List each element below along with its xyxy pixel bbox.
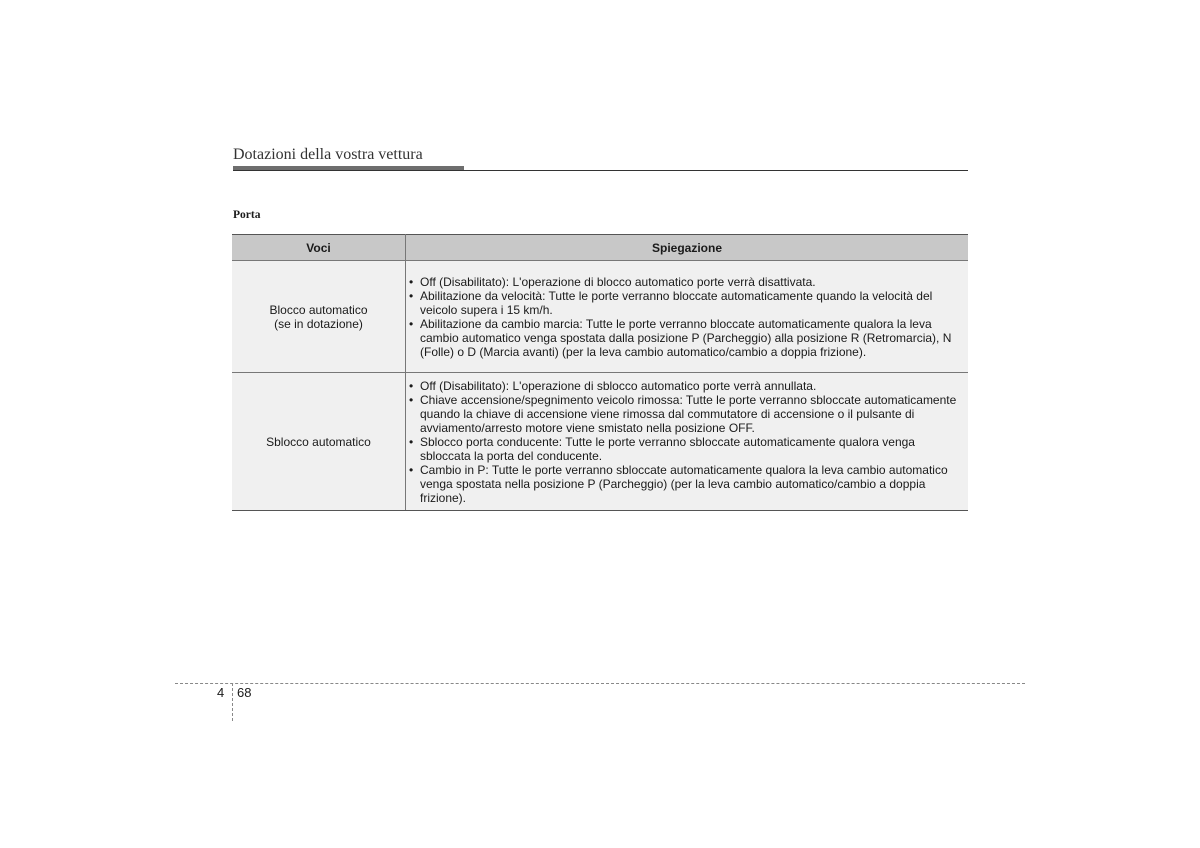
voce-note: (se in dotazione) [274,316,363,331]
header-rule-thin [233,170,968,172]
bullet-item: • Sblocco porta conducente: Tutte le porte verranno sbloccate automaticamente qualora venga sbloccata la porta del conducente. [420,435,962,463]
spiegazione-cell [406,261,969,373]
table-row [232,373,968,511]
spiegazione-cell [406,373,969,511]
bullet-item: • Off (Disabilitato): L'operazione di blocco automatico porte verrà disattivata. [420,275,962,289]
subheading-porta: Porta [233,209,261,221]
footer-divider [175,683,1025,684]
footer-page-divider [232,683,233,721]
settings-table [232,234,968,511]
page-number: 68 [237,685,252,700]
voce-cell [232,373,406,511]
bullet-item: • Abilitazione da cambio marcia: Tutte le porte verranno bloccate automaticamente qualora la leva cambio automatico venga spostata dalla posizione P (Parcheggio) alla posizione R (Retromarcia), N (Folle) o D (Marcia avanti) (per la leva cambio automatico/cambio a doppia frizione). [420,317,962,359]
column-header-spiegazione: Spiegazione [406,235,969,261]
voce-label: Sblocco automatico [266,434,371,449]
bullet-item: • Off (Disabilitato): L'operazione di sblocco automatico porte verrà annullata. [420,379,962,393]
bullet-list [406,379,962,505]
bullet-item: • Chiave accensione/spegnimento veicolo rimossa: Tutte le porte verranno sbloccate automaticamente quando la chiave di accensione viene rimossa dal commutatore di accensione o il pulsante di avviamento/arresto motore viene smistato nella posizione OFF. [420,393,962,435]
table-row [232,261,968,373]
table-header-row [232,235,968,261]
bullet-item: • Abilitazione da velocità: Tutte le porte verranno bloccate automaticamente quando la velocità del veicolo supera i 15 km/h. [420,289,962,317]
voce-cell [232,261,406,373]
column-header-voci: Voci [232,235,406,261]
section-title: Dotazioni della vostra vettura [233,146,423,163]
bullet-list [406,275,962,359]
chapter-number: 4 [217,685,225,700]
voce-label: Blocco automatico [269,302,368,317]
bullet-item: • Cambio in P: Tutte le porte verranno sbloccate automaticamente qualora la leva cambio automatico venga spostata nella posizione P (Parcheggio) (per la leva cambio automatico/cambio a doppia frizione). [420,463,962,505]
